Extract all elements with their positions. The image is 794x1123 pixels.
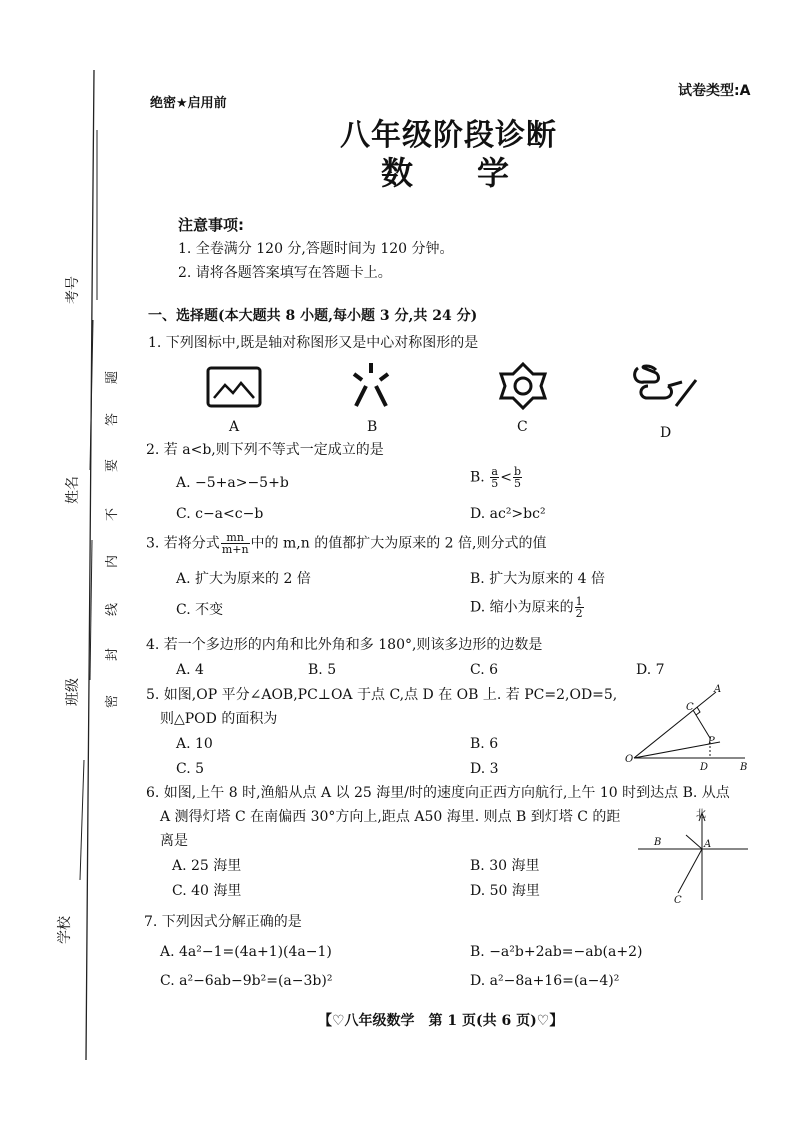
paper-type: 试卷类型:A (678, 83, 751, 99)
binding-margin (0, 0, 160, 1123)
q2-option-c: C. c−a<c−b (176, 506, 264, 522)
q5-option-a: A. 10 (176, 736, 213, 752)
notice-item: 2. 请将各题答案填写在答题卡上。 (178, 265, 392, 281)
margin-label-class: 班级 (65, 678, 81, 706)
q2-option-a: A. −5+a>−5+b (176, 475, 289, 491)
q5-fig-label-p: P (708, 736, 715, 747)
q7-option-a: A. 4a²−1=(4a+1)(4a−1) (160, 944, 332, 960)
q6-option-c: C. 40 海里 (172, 883, 242, 899)
q7-option-b: B. −a²b+2ab=−ab(a+2) (470, 944, 643, 960)
q6-figure (636, 805, 756, 905)
q1-label-d: D (660, 425, 672, 441)
notice-heading: 注意事项: (178, 216, 244, 234)
margin-label-name: 姓名 (65, 476, 81, 504)
q5-figure (620, 682, 755, 772)
q2-option-d: D. ac²>bc² (470, 506, 546, 522)
q5-fig-label-b: B (740, 762, 748, 772)
q6-option-a: A. 25 海里 (172, 858, 242, 874)
question-4-stem: 4. 若一个多边形的内角和比外角和多 180°,则该多边形的边数是 (146, 637, 543, 653)
q6-fig-label-north: 北 (696, 809, 706, 820)
q1-label-c: C (517, 419, 528, 435)
q3-option-c: C. 不变 (176, 602, 224, 618)
q4-option-d: D. 7 (636, 662, 665, 678)
question-6-line2: A 测得灯塔 C 在南偏西 30°方向上,距点 A50 海里. 则点 B 到灯塔 C 的距 (160, 809, 621, 825)
exam-title: 八年级阶段诊断 (340, 118, 557, 153)
seal-char: 密 (105, 694, 121, 709)
question-5-line1: 5. 如图,OP 平分∠AOB,PC⊥OA 于点 C,点 D 在 OB 上. 若 PC=2,OD=5, (146, 687, 618, 703)
q6-option-d: D. 50 海里 (470, 883, 540, 899)
q3-option-b: B. 扩大为原来的 4 倍 (470, 571, 605, 587)
q6-option-b: B. 30 海里 (470, 858, 540, 874)
notice-item: 1. 全卷满分 120 分,答题时间为 120 分钟。 (178, 241, 454, 257)
q3-option-d: D. 缩小为原来的 $\frac{1}{2}$ (470, 595, 583, 620)
q5-option-b: B. 6 (470, 736, 499, 752)
q5-fig-label-o: O (625, 754, 634, 765)
q5-option-c: C. 5 (176, 761, 205, 777)
question-1-stem: 1. 下列图标中,既是轴对称图形又是中心对称图形的是 (148, 335, 479, 351)
q4-option-a: A. 4 (176, 662, 204, 678)
question-2-stem: 2. 若 a<b,则下列不等式一定成立的是 (146, 442, 384, 458)
q7-option-c: C. a²−6ab−9b²=(a−3b)² (160, 973, 333, 989)
question-6-line3: 离是 (160, 833, 188, 849)
seal-char: 要 (105, 458, 121, 473)
seal-char: 不 (105, 507, 121, 522)
q1-label-b: B (367, 419, 378, 435)
q6-fig-label-b: B (654, 837, 662, 848)
seal-char: 题 (105, 370, 121, 385)
seal-char: 答 (105, 412, 121, 427)
question-6-line1: 6. 如图,上午 8 时,渔船从点 A 以 25 海里/时的速度向正西方向航行,上午 10 时到达点 B. 从点 (146, 785, 730, 801)
q4-option-b: B. 5 (308, 662, 337, 678)
q3-option-a: A. 扩大为原来的 2 倍 (176, 571, 311, 587)
q1-label-a: A (229, 419, 240, 435)
question-7-stem: 7. 下列因式分解正确的是 (144, 914, 302, 930)
subject-title: 数 学 (381, 154, 510, 192)
q5-fig-label-c: C (686, 702, 694, 713)
question-5-line2: 则△POD 的面积为 (160, 711, 278, 727)
q1-option-c-figure (497, 360, 549, 412)
section-heading: 一、选择题(本大题共 8 小题,每小题 3 分,共 24 分) (148, 308, 478, 324)
seal-char: 封 (105, 647, 121, 662)
q6-fig-label-c: C (674, 895, 682, 905)
q5-option-d: D. 3 (470, 761, 499, 777)
secret-mark: 绝密★启用前 (150, 96, 227, 111)
q2-option-b: B. $\frac{a}{5}$ < $\frac{b}{5}$ (470, 465, 521, 490)
q1-option-d-figure (630, 362, 698, 408)
page-footer: 【♡八年级数学 第 1 页(共 6 页)♡】 (318, 1013, 564, 1029)
q5-fig-label-d: D (700, 762, 709, 772)
margin-label-school: 学校 (57, 916, 73, 944)
seal-char: 内 (105, 554, 121, 569)
q6-fig-label-a: A (704, 839, 712, 850)
margin-label-exam-no: 考号 (65, 276, 81, 304)
q1-option-b-figure (348, 360, 394, 412)
q1-option-a-figure (205, 365, 263, 409)
seal-char: 线 (105, 602, 121, 617)
q4-option-c: C. 6 (470, 662, 499, 678)
question-3-stem: 3. 若将分式 $\frac{mn}{m+n}$ 中的 m,n 的值都扩大为原来的 2 倍,则分式的值 (146, 531, 547, 556)
q7-option-d: D. a²−8a+16=(a−4)² (470, 973, 620, 989)
q5-fig-label-a: A (714, 684, 722, 695)
